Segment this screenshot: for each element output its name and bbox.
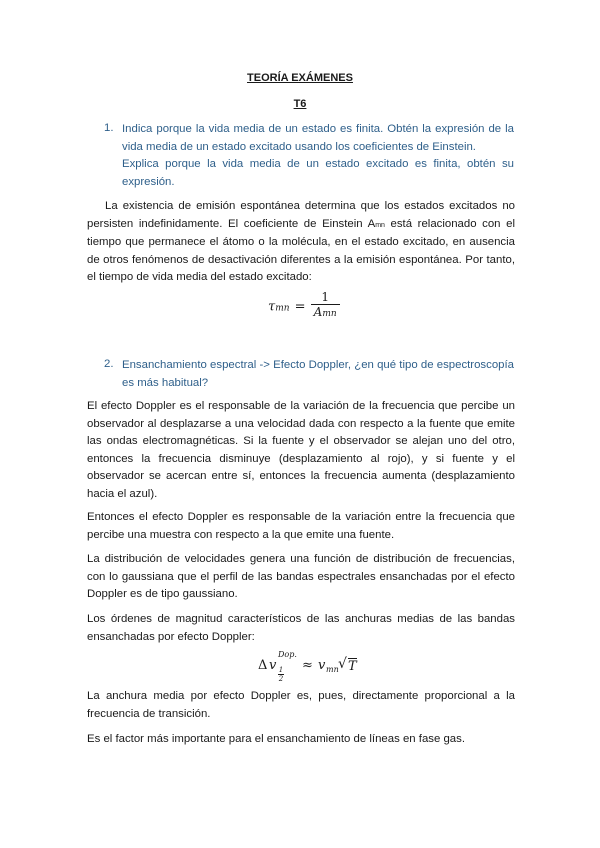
answer-2-paragraph-2: Entonces el efecto Doppler es responsable de la variación entre la frecuencia que percibe una muestra con respecto a la que emite una fuente.	[87, 511, 515, 541]
equals-sign: =	[294, 299, 306, 315]
equation-lifetime	[268, 290, 340, 322]
superscript-dop: Dop.	[278, 650, 297, 659]
sqrt-symbol: √	[338, 656, 347, 672]
equation-doppler-width	[258, 650, 368, 684]
coef-A-subscript: mn	[322, 309, 337, 319]
tau-subscript: mn	[275, 303, 290, 314]
rhs-nu: v	[318, 658, 326, 673]
question-1-text-b: Explica porque la vida media de un estado excitado es finita, obtén su expresión.	[122, 158, 514, 188]
half-fraction	[278, 666, 284, 683]
document-title: TEORÍA EXÁMENES	[247, 72, 353, 84]
coef-A: A	[313, 305, 323, 319]
fraction-denominator	[311, 305, 340, 322]
answer-1-paragraph	[87, 198, 515, 287]
question-2-number: 2.	[104, 358, 114, 370]
temperature-T: T	[348, 659, 357, 674]
fraction	[311, 290, 340, 322]
einstein-coef-sub: mn	[375, 221, 385, 229]
question-2-text: Ensanchamiento espectral -> Efecto Doppler, ¿en qué tipo de espectroscopía es más habitual?	[122, 359, 514, 389]
nu-symbol: v	[269, 658, 277, 673]
question-1-number: 1.	[104, 122, 114, 134]
section-heading: T6	[293, 98, 307, 110]
answer-2-paragraph-1: El efecto Doppler es el responsable de la variación de la frecuencia que percibe un observador al desplazarse a una velocidad dada con respecto a la fuente que emite las ondas electromagnéticas. Si la fuente y el observador se alejan uno del otro, entonces la frecuencia disminuye (desplazamiento al rojo), y si fuente y el observador se acercan entre sí, entonces la frecuencia aumenta (desplazamiento hacia el azul).	[87, 400, 515, 500]
answer-1-before: La existencia de emisión espontánea determina que los estados excitados no persisten indefinidamente. El coeficiente de Einstein A	[87, 200, 515, 230]
delta-symbol: Δ	[258, 658, 268, 673]
half-numerator: 1	[278, 666, 284, 674]
fraction-numerator: 1	[311, 290, 340, 305]
answer-2-paragraph-4: Los órdenes de magnitud característicos de las anchuras medias de las bandas ensanchadas por efecto Doppler:	[87, 613, 515, 643]
half-denominator: 2	[278, 675, 284, 683]
answer-2-paragraph-5: La anchura media por efecto Doppler es, pues, directamente proporcional a la frecuencia de transición.	[87, 690, 515, 720]
approx-sign: ≈	[302, 658, 313, 673]
answer-1-after: está relacionado con el tiempo que permanece el átomo o la molécula, en el estado excitado, en ausencia de otros fenómenos de desactivación diferentes a la emisión espontánea. Por tanto, el tiempo de vida media del estado excitado:	[87, 217, 515, 284]
answer-2-paragraph-6: Es el factor más importante para el ensanchamiento de líneas en fase gas.	[87, 733, 466, 745]
answer-2-paragraph-3: La distribución de velocidades genera una función de distribución de frecuencias, con lo gaussiana que el perfil de las bandas espectrales ensanchadas por el efecto Doppler es de tipo gaussiano.	[87, 553, 515, 601]
question-1-text-a: Indica porque la vida media de un estado es finita. Obtén la expresión de la vida media de un estado excitado usando los coeficientes de Einstein.	[122, 123, 514, 153]
tau-symbol: τ	[268, 299, 276, 315]
rhs-subscript: mn	[326, 665, 339, 674]
